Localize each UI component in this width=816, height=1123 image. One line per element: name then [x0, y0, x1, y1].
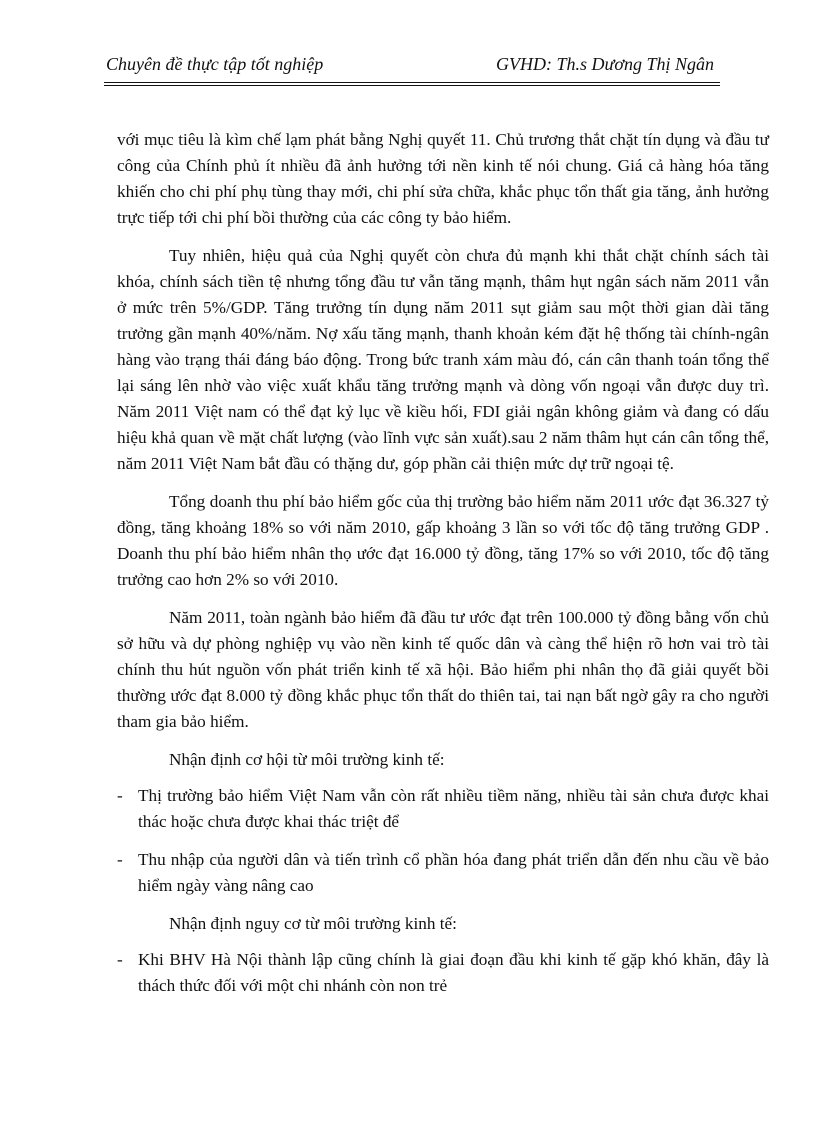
list-item-text: Thị trường bảo hiểm Việt Nam vẫn còn rất nhiều tiềm năng, nhiều tài sản chưa được khai thác hoặc chưa được khai thác triệt để — [138, 786, 769, 831]
bullet-marker: - — [117, 950, 123, 969]
page-header — [104, 52, 720, 78]
bullet-marker: - — [117, 786, 123, 805]
paragraph-continuation: với mục tiêu là kìm chế lạm phát bằng Nghị quyết 11. Chủ trương thắt chặt tín dụng và đầu tư công của Chính phủ ít nhiều đã ảnh hưởng tới nền kinh tế nói chung. Giá cả hàng hóa tăng khiến cho chi phí phụ tùng thay mới, chi phí sửa chữa, khắc phục tổn thất gia tăng, ảnh hưởng trực tiếp tới chi phí bồi thường của các công ty bảo hiểm. — [117, 130, 769, 227]
list-item-text: Thu nhập của người dân và tiến trình cổ phần hóa đang phát triển dẫn đến nhu cầu về bảo hiểm ngày vàng nâng cao — [138, 850, 769, 895]
threats-heading: Nhận định nguy cơ từ môi trường kinh tế: — [169, 914, 457, 933]
list-item-opportunity — [117, 847, 769, 899]
paragraph-investment: Năm 2011, toàn ngành bảo hiểm đã đầu tư ước đạt trên 100.000 tỷ đồng bằng vốn chủ sở hữu và dự phòng nghiệp vụ vào nền kinh tế quốc dân và càng thể hiện rõ hơn vai trò tài chính thu hút nguồn vốn phát triển kinh tế xã hội. Bảo hiểm phi nhân thọ đã giải quyết bồi thường ước đạt 8.000 tỷ đồng khắc phục tổn thất do thiên tai, tai nạn bất ngờ gây ra cho người tham gia bảo hiểm. — [117, 608, 769, 731]
bullet-marker: - — [117, 850, 123, 869]
header-rule-thin — [104, 85, 720, 86]
header-document-title: Chuyên đề thực tập tốt nghiệp — [106, 54, 324, 74]
paragraph-premium-revenue: Tổng doanh thu phí bảo hiểm gốc của thị trường bảo hiểm năm 2011 ước đạt 36.327 tỷ đồng, tăng khoảng 18% so với năm 2010, gấp khoảng 3 lần so với tốc độ tăng trưởng GDP . Doanh thu phí bảo hiểm nhân thọ ước đạt 16.000 tỷ đồng, tăng 17% so với 2010, tốc độ tăng trưởng cao hơn 2% so với 2010. — [117, 492, 769, 589]
header-rule — [104, 82, 720, 83]
list-item-threat — [117, 947, 769, 999]
list-item-opportunity — [117, 783, 769, 835]
list-item-text: Khi BHV Hà Nội thành lập cũng chính là giai đoạn đầu khi kinh tế gặp khó khăn, đây là thách thức đối với một chi nhánh còn non trẻ — [138, 950, 769, 995]
paragraph-resolution-effect: Tuy nhiên, hiệu quả của Nghị quyết còn chưa đủ mạnh khi thắt chặt chính sách tài khóa, chính sách tiền tệ nhưng tổng đầu tư vẫn tăng mạnh, thâm hụt ngân sách năm 2011 vẫn ở mức trên 5%/GDP. Tăng trưởng tín dụng năm 2011 sụt giảm sau một thời gian dài tăng trưởng gần mạnh 40%/năm. Nợ xấu tăng mạnh, thanh khoản kém đặt hệ thống tài chính-ngân hàng vào trạng thái đáng báo động. Trong bức tranh xám màu đó, cán cân thanh toán tổng thể lại sáng lên nhờ vào việc xuất khẩu tăng trưởng mạnh và dòng vốn ngoại vẫn được duy trì. Năm 2011 Việt nam có thể đạt kỷ lục về kiều hối, FDI giải ngân không giảm và đang có dấu hiệu khả quan về mặt chất lượng (vào lĩnh vực sản xuất).sau 2 năm thâm hụt cán cân tổng thể, năm 2011 Việt Nam bắt đầu có thặng dư, góp phần cải thiện mức dự trữ ngoại tệ. — [117, 246, 769, 473]
header-supervisor: GVHD: Th.s Dương Thị Ngân — [496, 54, 714, 74]
opportunities-heading: Nhận định cơ hội từ môi trường kinh tế: — [169, 750, 445, 769]
document-body — [117, 127, 769, 1011]
